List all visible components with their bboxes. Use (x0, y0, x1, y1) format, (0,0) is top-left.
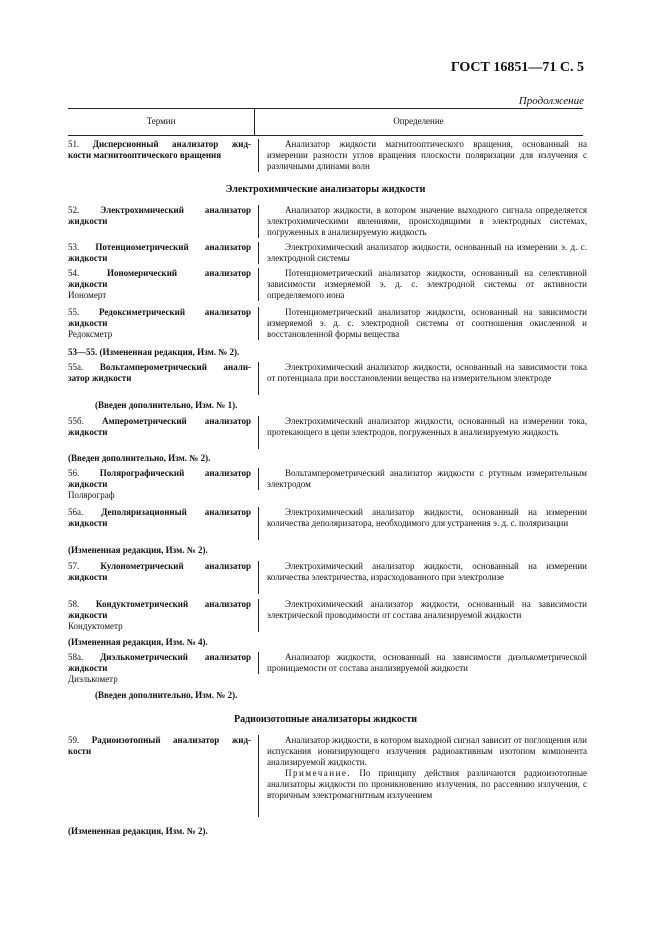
amendment-note: (Введен дополнительно, Изм. № 2). (95, 690, 238, 700)
term-cell (68, 507, 251, 529)
term-cell (68, 416, 251, 438)
term-number: 58. (68, 599, 80, 609)
term-number: 54. (68, 268, 80, 278)
definition-text: Анализатор жидкости, в котором значение выходного сигнала определяется электрохимическими явлениями, происходящими в электродных системах, погруженных в анализируемую жидкость (267, 205, 587, 237)
amendment-note: (Введен дополнительно, Изм. № 2). (68, 453, 211, 463)
term-cell (68, 599, 251, 632)
term-name: Потенциометрический анализатор (95, 242, 252, 252)
term-name: Амперометрический анализатор (101, 416, 251, 426)
term-number: 51. (68, 139, 80, 149)
term-name-cont: затор жидкости (68, 373, 132, 383)
definition-text: Электрохимический анализатор жидкости, основанный на измерении количества электричества, израсходованного при электролизе (267, 561, 587, 582)
definition-text: Потенциометрический анализатор жидкости, основанный на селективной зависимости измеряемой э. д. с. электродной системы от активности определяемого иона (267, 268, 587, 300)
definition-cell (258, 139, 587, 172)
term-cell (68, 242, 251, 264)
note-text: По принципу действия различаются радиоизотопные анализаторы жидкости по проникновению излучения, по рассеянию излучения, с вторичным электромагнитным излучением (267, 768, 588, 800)
term-name-cont: кости магнитооптического вращения (68, 150, 222, 160)
term-name-cont: жидкости (68, 479, 108, 489)
definition-cell (258, 362, 587, 395)
term-name: Деполяризационный анализатор (101, 507, 251, 517)
term-cell (68, 735, 251, 757)
definition-cell (258, 416, 587, 449)
term-number: 57. (68, 561, 80, 571)
column-definition-header: Определение (393, 116, 444, 126)
term-number: 56а. (68, 507, 84, 517)
term-number: 53. (68, 242, 80, 252)
term-cell (68, 561, 251, 583)
amendment-note: (Измененная редакция, Изм. № 2). (68, 545, 208, 555)
term-synonym: Кондуктометр (68, 621, 123, 631)
term-synonym: Иономерт (68, 290, 107, 300)
term-number: 59. (68, 735, 80, 745)
term-cell (68, 652, 251, 685)
term-name: Кулонометрический анализатор (100, 561, 251, 571)
table-header (68, 108, 583, 136)
term-name: Редоксиметрический анализатор (99, 307, 251, 317)
amendment-note: (Измененная редакция, Изм. № 2). (68, 826, 208, 836)
term-name: Электрохимический анализатор (100, 205, 252, 215)
term-name-cont: жидкости (68, 318, 108, 328)
definition-text: Электрохимический анализатор жидкости, основанный на зависимости тока от потенциала при восстановлении вещества на измерительном электроде (267, 362, 587, 383)
definition-cell (258, 652, 587, 674)
page-title: ГОСТ 16851—71 С. 5 (450, 60, 584, 75)
definition-text: Электрохимический анализатор жидкости, основанный на измерении тока, протекающего в цепи электродов, погруженных в анализируемую жидкость (267, 416, 587, 437)
term-cell (68, 205, 251, 227)
term-synonym: Диэлькометр (68, 674, 118, 684)
term-name-cont: жидкости (68, 216, 108, 226)
amendment-note: 53—55. (Измененная редакция, Изм. № 2). (68, 347, 240, 357)
term-name: Кондуктометрический анализатор (95, 599, 251, 609)
definition-cell (258, 268, 587, 301)
term-synonym: Полярограф (68, 490, 115, 500)
definition-text: Анализатор жидкости, основанный на зависимости диэлькометрической проницаемости от состава анализируемой жидкости (267, 652, 587, 673)
definition-text: Потенциометрический анализатор жидкости, основанный на зависимости измеряемой э. д. с. электродной системы от соотношения окисленной и восстановленной формы вещества (267, 307, 587, 339)
definition-cell (258, 242, 587, 264)
term-name: Полярографический анализатор (99, 468, 252, 478)
term-number: 52. (68, 205, 80, 215)
term-name-cont: жидкости (68, 279, 108, 289)
definition-cell (258, 507, 587, 540)
definition-text: Электрохимический анализатор жидкости, основанный на измерении количества деполяризатора, необходимого для устранения э. д. с. поляризации (267, 507, 587, 528)
definition-cell (258, 307, 587, 340)
term-number: 55. (68, 307, 80, 317)
term-name-cont: жидкости (68, 610, 108, 620)
definition-text: Электрохимический анализатор жидкости, основанный на измерении э. д. с. электродной системы (267, 242, 587, 263)
definition-cell (258, 468, 587, 490)
definition-cell (258, 561, 587, 594)
definition-cell (258, 735, 587, 817)
note-label: Примечание. (285, 768, 352, 778)
term-number: 55б. (68, 416, 84, 426)
definition-cell (258, 205, 587, 238)
definition-text: Анализатор жидкости магнитооптического вращения, основанный на измерении разности углов вращения плоскости поляризации для излучения с различными длинами волн (267, 139, 587, 171)
definition-text: Электрохимический анализатор жидкости, основанный на зависимости электрической проводимости от состава анализируемой жидкости (267, 599, 587, 620)
definition-note (267, 768, 587, 801)
term-name-cont: жидкости (68, 427, 108, 437)
term-cell (68, 362, 251, 384)
term-name-cont: жидкости (68, 518, 108, 528)
section-title-radioisotope: Радиоизотопные анализаторы жидкости (233, 714, 417, 725)
section-title-electrochemical: Электрохимические анализаторы жидкости (225, 184, 426, 195)
term-name: Вольтамперометрический анали- (99, 362, 251, 372)
term-number: 55а. (68, 362, 84, 372)
continuation-label: Продолжение (518, 95, 584, 107)
definition-cell (258, 599, 587, 632)
definition-text: Анализатор жидкости, в котором выходной сигнал зависит от поглощения или испускания ионизирующего излучения радиоактивным изотопом компонента анализируемой жидкости. (267, 735, 587, 767)
term-name: Иономерический анализатор (107, 268, 251, 278)
amendment-note: (Введен дополнительно, Изм. № 1). (95, 400, 238, 410)
term-name-cont: жидкости (68, 663, 108, 673)
term-name: Диэлькометрический анализатор (100, 652, 252, 662)
term-number: 58а. (68, 652, 84, 662)
term-number: 56. (68, 468, 80, 478)
term-name-cont: кости (68, 746, 92, 756)
term-synonym: Редоксметр (68, 329, 113, 339)
term-cell (68, 268, 251, 301)
definition-text: Вольтамперометрический анализатор жидкости с ртутным измерительным электродом (267, 468, 587, 489)
term-name: Радиоизотопный анализатор жид- (91, 735, 251, 745)
amendment-note: (Измененная редакция, Изм. № 4). (68, 637, 208, 647)
term-name-cont: жидкости (68, 253, 108, 263)
term-name: Дисперсионный анализатор жид- (92, 139, 252, 149)
term-cell (68, 139, 251, 161)
term-name-cont: жидкости (68, 572, 108, 582)
term-cell (68, 307, 251, 340)
column-term-header: Термин (146, 116, 176, 126)
term-cell (68, 468, 251, 501)
